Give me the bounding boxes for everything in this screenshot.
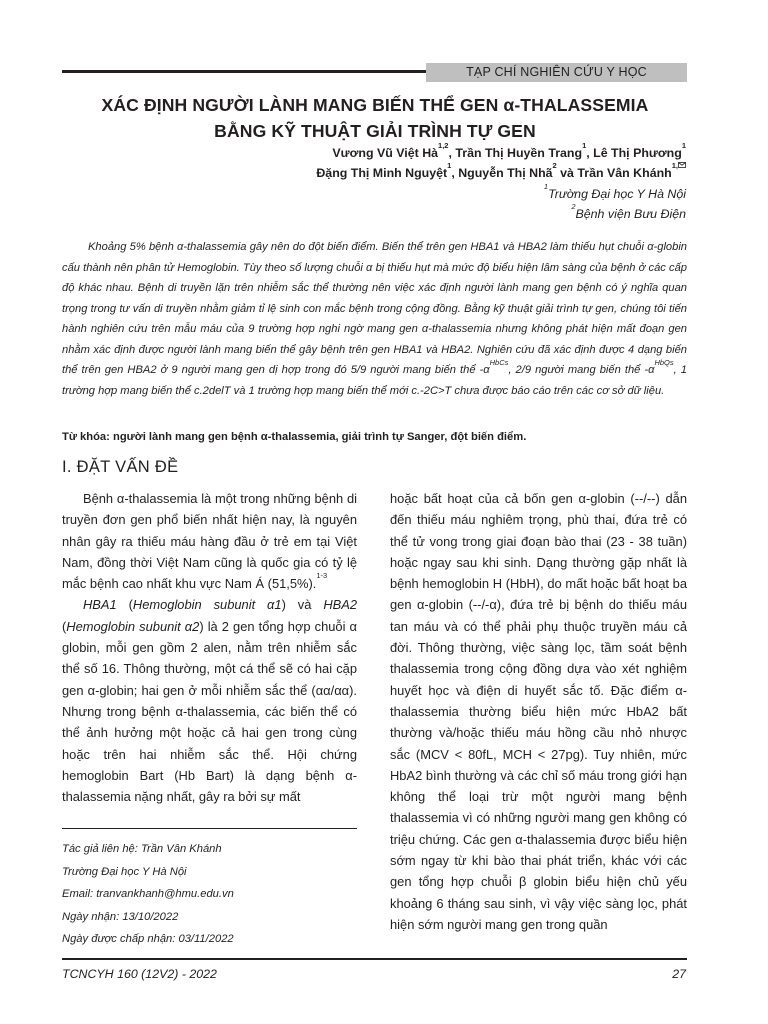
author-list — [316, 143, 686, 183]
author-line-2 — [316, 163, 686, 183]
paragraph-text: Bệnh α-thalassemia là một trong những bệnh di truyền đơn gen phổ biến nhất hiện nay, là nguyên nhân gây ra thiếu máu hàng đầu ở trẻ em tại Việt Nam, đồng thời Việt Nam cũng là quốc gia có tỷ lệ mắc bệnh cao nhất khu vực Nam Á (51,5%). — [62, 491, 357, 592]
affiliation-sup: 2 — [571, 202, 576, 211]
author-name: Trần Thị Huyền Trang — [455, 146, 583, 160]
abstract-text: , 1 trường hợp mang biến thể c.2delT và 1 trường hợp mang biến thể mới c.-2C>T chưa được báo cáo trên các cơ sở dữ liệu. — [62, 364, 687, 397]
affiliation-name: Trường Đại học Y Hà Nội — [548, 187, 686, 201]
author-name: Trần Vân Khánh — [577, 166, 672, 180]
footnote-email: Email: tranvankhanh@hmu.edu.vn — [62, 888, 234, 900]
journal-name: TẠP CHÍ NGHIÊN CỨU Y HỌC — [426, 63, 687, 82]
footer-journal-issue: TCNCYH 160 (12V2) - 2022 — [62, 967, 217, 981]
abstract-text: , 2/9 người mang biến thể -α — [508, 364, 655, 376]
affiliation-2 — [544, 204, 686, 224]
gene-full-name: Hemoglobin subunit α1 — [132, 597, 282, 613]
title-line-1: XÁC ĐỊNH NGƯỜI LÀNH MANG BIẾN THỂ GEN α-THALASSEMIA — [101, 95, 649, 115]
gene-name: HBA1 — [83, 597, 117, 613]
author-name: Vương Vũ Việt Hà — [332, 146, 439, 160]
affiliation-1 — [544, 184, 686, 204]
header-rule — [62, 70, 426, 73]
author-separator: , — [451, 166, 455, 180]
body-column-right — [390, 488, 687, 935]
journal-header — [62, 63, 687, 82]
author-affil-sup: 1 — [447, 161, 452, 170]
article-title — [50, 92, 700, 144]
author-name: Lê Thị Phương — [593, 146, 682, 160]
paragraph — [62, 594, 357, 807]
affiliation-sup: 1 — [543, 182, 549, 191]
abstract — [62, 237, 687, 401]
author-separator: , — [586, 146, 590, 160]
paragraph — [62, 488, 357, 594]
author-name: Nguyễn Thị Nhã — [458, 166, 553, 180]
footnote-contact: Tác giả liên hệ: Trần Vân Khánh — [62, 843, 222, 855]
envelope-icon — [678, 162, 686, 168]
author-affil-sup: 2 — [552, 161, 557, 170]
affiliation-list — [544, 184, 686, 224]
page-number: 27 — [672, 967, 686, 981]
keywords: Từ khóa: người lành mang gen bệnh α-thalassemia, giải trình tự Sanger, đột biến điểm. — [62, 431, 527, 443]
gene-full-name: Hemoglobin subunit α2 — [66, 618, 200, 634]
footnote-institution: Trường Đại học Y Hà Nội — [62, 865, 187, 878]
footnote-divider — [62, 828, 357, 829]
variant-superscript: HbCs — [489, 358, 509, 367]
abstract-text: Khoảng 5% bệnh α-thalassemia gây nên do đột biến điểm. Biến thể trên gen HBA1 và HBA2 làm thiếu hụt chuỗi α-globin cấu thành nên phân tử Hemoglobin. Tùy theo số lượng chuỗi α bị thiếu hụt mà mức độ biểu hiện lâm sàng của bệnh ở các cấp độ khác nhau. Bệnh di truyền lặn trên nhiễm sắc thể thường nên việc xác định người lành mang gen bệnh có ý nghĩa quan trọng trong tư vấn di truyền nhằm giảm tỉ lệ sinh con mắc bệnh trong cộng đồng. Bằng kỹ thuật giải trình tự gen, chúng tôi tiến hành nghiên cứu trên mẫu máu của 9 trường hợp nghi ngờ mang gen α-thalassemia nhưng không phát hiện mất đoạn gen nhằm xác định được người lành mang biến thể gây bệnh trên gen HBA1 và HBA2. Nghiên cứu đã xác định được 4 dạng biến thể trên gen HBA2 ở 9 người mang gen dị hợp trong đó 5/9 người mang biến thể -α — [62, 241, 687, 376]
reference-superscript: 1-3 — [316, 571, 328, 581]
paragraph-text: ) và — [281, 597, 324, 613]
paragraph-text: ( — [116, 597, 133, 613]
footnote-received: Ngày nhận: 13/10/2022 — [62, 910, 179, 923]
title-line-2: BẰNG KỸ THUẬT GIẢI TRÌNH TỰ GEN — [214, 121, 536, 141]
variant-superscript: HbQs — [654, 358, 674, 367]
author-affil-sup — [672, 161, 686, 170]
author-affil-sup: 1 — [681, 141, 686, 150]
author-affil-sup: 1 — [582, 141, 587, 150]
footnote-accepted: Ngày được chấp nhận: 03/11/2022 — [62, 933, 234, 945]
affiliation-name: Bệnh viện Bưu Điện — [575, 207, 686, 221]
paragraph-text: ( — [62, 618, 67, 634]
author-conjunction: và — [560, 166, 574, 180]
paragraph: hoặc bất hoạt của cả bốn gen α-globin (--/--) dẫn đến thiếu máu nghiêm trọng, phù thai, đứa trẻ có thể tử vong trong giai đoạn bào thai (23 - 38 tuần) hoặc ngay sau khi sinh. Dạng thường gặp nhất là bệnh hemoglobin H (HbH), do mất hoặc bất hoạt ba gen α-globin (--/-α), đứa trẻ bị bệnh do thiếu máu tan máu và có thể phải phụ thuộc truyền máu cả đời. Thông thường, việc sàng lọc, tầm soát bệnh thalassemia trong cộng đồng dựa vào xét nghiệm huyết học và điện di huyết sắc tố. Đặc điểm α-thalassemia thường biểu hiện mức HbA2 bất thường và/hoặc thiếu máu hồng cầu nhỏ nhược sắc (MCV < 80fL, MCH < 27pg). Tuy nhiên, mức HbA2 bình thường và các chỉ số máu trong giới hạn không thể loại trừ một người mang bệnh thalassemia vì có những người mang gen không có triệu chứng. Các gen α-thalassemia được biểu hiện sớm ngay từ khi bào thai phát triển, khác với các gen tổng hợp chuỗi β globin biểu hiện chủ yếu khoảng 6 tháng sau sinh, vì vậy việc sàng lọc, phát hiện sớm người mang gen trong quần — [390, 491, 687, 932]
author-name: Đặng Thị Minh Nguyệt — [316, 166, 448, 180]
paragraph-text: ) là 2 gen tổng hợp chuỗi α globin, mỗi gen gồm 2 alen, nằm trên nhiễm sắc thể số 16. Thông thường, một cá thể sẽ có hai cặp gen α-globin; hai gen ở mỗi nhiễm sắc thể (αα/αα). Nhưng trong bệnh α-thalassemia, các biến thể có thể ảnh hưởng một hoặc cả hai gen trong cùng hoặc trên hai nhiễm sắc thể. Hội chứng hemoglobin Bart (Hb Bart) là dạng bệnh α-thalassemia nặng nhất, gây ra bởi sự mất — [62, 618, 357, 805]
footer-rule — [62, 958, 687, 960]
section-heading: I. ĐẶT VẤN ĐỀ — [62, 458, 179, 476]
author-line-1 — [316, 143, 686, 163]
correspondence-footnote — [62, 838, 357, 951]
author-separator: , — [448, 146, 452, 160]
author-affil-number: 1, — [671, 161, 678, 170]
body-column-left — [62, 488, 357, 807]
author-affil-sup: 1,2 — [438, 141, 449, 150]
gene-name: HBA2 — [323, 597, 358, 613]
